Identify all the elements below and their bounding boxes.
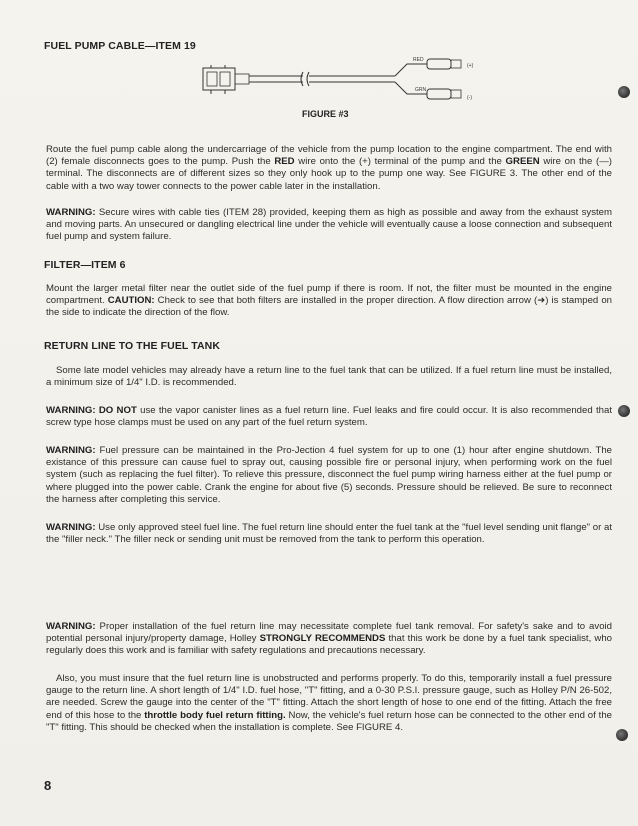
cable-warning: WARNING: Secure wires with cable ties (ITEM 28) provided, keeping them as high as possible and away from the exhaust system and moving parts. An unsecured or dangling electrical line under the vehicle will eventually cause a loose connection and subsequent fuel pump and system failure. [46,207,612,243]
binder-hole-icon [616,729,628,741]
red-wire-text: RED [274,156,295,168]
plus-terminal-label: (+) [467,63,474,69]
minus-terminal-label: (-) [467,95,472,101]
tank-removal-warning: WARNING: Proper installation of the fuel return line may necessitate complete fuel tank removal. For safety's sake and to avoid potential personal injury/property damage, Holley STRONGLY RECOMMENDS that this work be done by a fuel tank specialist, who regularly does this work and is familiar with safety regulations and precautions necessary. [46,621,612,657]
fuel-pump-cable-paragraph: Route the fuel pump cable along the undercarriage of the vehicle from the pump location to the engine compartment. The end with (2) female disconnects goes to the pump. Push the RED wire onto the (+) terminal of the pump and the GREEN wire on the (—) terminal. The disconnects are of different sizes so they only hook up to the pump one way. See FIGURE 3. The other end of the cable with a two way tower connects to the power cable later in the installation. [46,144,612,192]
return-line-heading: RETURN LINE TO THE FUEL TANK [44,340,221,352]
vapor-canister-warning: WARNING: DO NOT use the vapor canister lines as a fuel return line. Fuel leaks and fire could occur. It is also recommended that screw type hose clamps must be used on any part of the fuel return system. [46,405,612,429]
red-wire-label: RED [413,57,424,63]
green-wire-text: GREEN [505,156,540,168]
green-wire-label: GRN [415,87,427,93]
filter-paragraph: Mount the larger metal filter near the outlet side of the fuel pump if there is room. If not, the filter must be mounted in the engine compartment. CAUTION: Check to see that both filters are installed in the proper direction. A flow direction arrow (➜) is stamped on the side to indicate the direction of the flow. [46,283,612,319]
pressure-gauge-paragraph: Also, you must insure that the fuel return line is unobstructed and performs properly. To do this, temporarily install a fuel pressure gauge to the return line. A short length of 1/4" I.D. fuel hose, "T" fitting, and a 0-30 P.S.I. pressure gauge, such as Holley P/N 26-502, are needed. Screw the gauge into the center of the "T" fitting. Attach the short length of hose to one end of the fitting. Attach the free end of this hose to the throttle body fuel return fitting. Now, the vehicle's fuel return hose can be connected to the other end of the "T" fitting. This should be checked when the installation is complete. See FIGURE 4. [46,673,612,733]
binder-hole-icon [618,86,630,98]
figure-3-caption: FIGURE #3 [302,109,349,119]
fuel-pump-cable-figure [195,54,495,106]
fuel-pump-cable-heading: FUEL PUMP CABLE—ITEM 19 [44,40,196,52]
steel-line-warning: WARNING: Use only approved steel fuel line. The fuel return line should enter the fuel tank at the "fuel level sending unit flange" or at the "filler neck." The filler neck or sending unit must be removed from the tank to perform this operation. [46,522,612,546]
caution-label: CAUTION: [107,295,155,307]
binder-hole-icon [618,405,630,417]
fuel-pressure-warning: WARNING: Fuel pressure can be maintained in the Pro-Jection 4 fuel system for up to one (1) hour after engine shutdown. The existance of this pressure can cause fuel to spray out, causing possible fire or personal injury, when performing work on the fuel system (such as replacing the fuel filter). To relieve this pressure, disconnect the fuel pump wiring harness either at the fuel pump or where plugged into the power cable. Crank the engine for about five (5) seconds. Pressure should be relieved. Be sure to reconnect the harness after completing this service. [46,445,612,505]
return-line-intro: Some late model vehicles may already have a return line to the fuel tank that can be utilized. If a fuel return line must be installed, a minimum size of 1/4" I.D. is recommended. [46,365,612,389]
filter-heading: FILTER—ITEM 6 [44,259,126,271]
page-number: 8 [44,778,52,793]
